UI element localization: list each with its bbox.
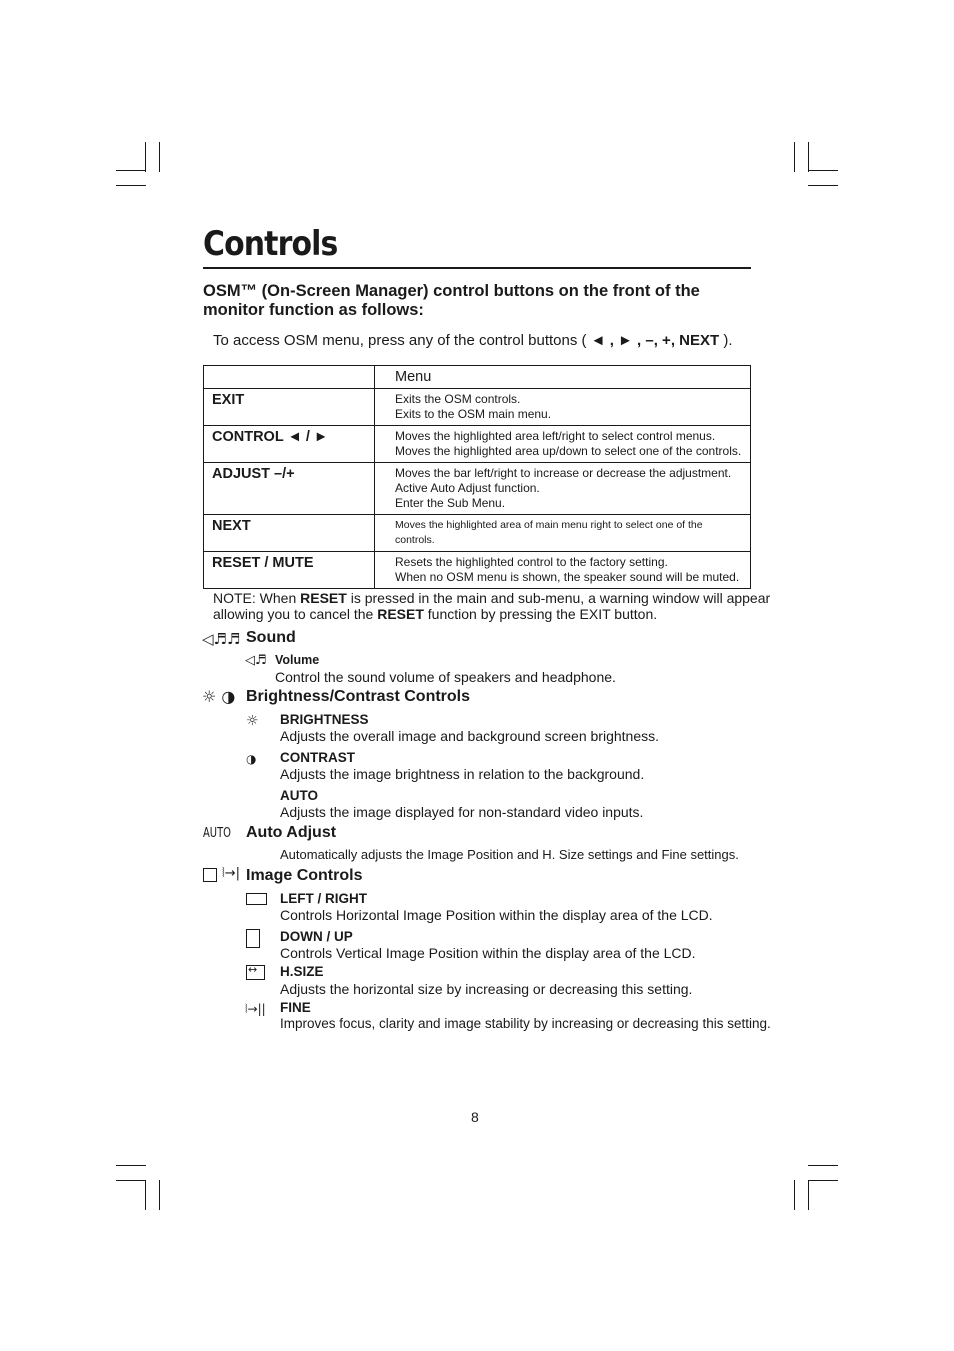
h-size-label: H.SIZE (280, 964, 324, 979)
left-right-icon (246, 893, 267, 905)
section-subheading: OSM™ (On-Screen Manager) control buttons on the front of the monitor function as follows: (203, 282, 700, 319)
desc-line: Exits the OSM controls. (395, 392, 521, 406)
table-row (204, 426, 751, 463)
auto-desc: Adjusts the image displayed for non-standard video inputs. (280, 804, 644, 820)
access-prefix: To access OSM menu, press any of the control buttons ( (213, 332, 587, 349)
contrast-icon: ◑ (246, 752, 257, 766)
table-header-row (204, 366, 751, 389)
desc-line: Moves the highlighted area up/down to select one of the controls. (395, 444, 742, 458)
volume-desc: Control the sound volume of speakers and headphone. (275, 669, 616, 685)
table-row (204, 515, 751, 552)
auto-adjust-icon: AUTO (203, 826, 231, 841)
h-size-desc: Adjusts the horizontal size by increasing or decreasing this setting. (280, 981, 693, 997)
fine-desc: Improves focus, clarity and image stability by increasing or decreasing this setting. (280, 1016, 771, 1031)
desc-line: Resets the highlighted control to the factory setting. (395, 555, 668, 569)
sound-heading: Sound (246, 629, 296, 646)
desc-line: Active Auto Adjust function. (395, 481, 540, 495)
table-row (204, 389, 751, 426)
speaker-music-icon: ◁♬♬ (202, 630, 241, 648)
row-key: RESET / MUTE (204, 552, 375, 589)
osm-controls-table (203, 365, 751, 589)
row-desc (375, 426, 751, 463)
desc-line: Enter the Sub Menu. (395, 496, 506, 510)
reset-note (213, 590, 773, 622)
desc-line: Moves the bar left/right to increase or decrease the adjustment. (395, 466, 732, 480)
volume-label: Volume (275, 653, 320, 667)
down-up-label: DOWN / UP (280, 929, 353, 944)
note-text: function by pressing the EXIT button. (423, 606, 658, 622)
row-desc (375, 515, 751, 552)
note-bold: RESET (300, 590, 347, 606)
desc-line: Exits to the OSM main menu. (395, 407, 552, 421)
volume-icon: ◁♬ (245, 653, 267, 668)
brightness-icon: ☼ (246, 713, 259, 729)
left-right-label: LEFT / RIGHT (280, 891, 367, 906)
desc-line: Moves the highlighted area left/right to select control menus. (395, 429, 716, 443)
contrast-label: CONTRAST (280, 750, 355, 765)
auto-adjust-desc: Automatically adjusts the Image Position and H. Size settings and Fine settings. (280, 847, 739, 862)
note-text: is pressed in the main and sub-menu, a warning window will appear allowing you to cancel the (213, 590, 771, 622)
row-desc (375, 389, 751, 426)
row-key: ADJUST –/+ (204, 463, 375, 515)
page-number: 8 (471, 1109, 479, 1125)
fine-icon: ⦚→|| (245, 1002, 266, 1016)
down-up-icon (246, 929, 260, 948)
title-rule (203, 267, 751, 269)
row-desc (375, 463, 751, 515)
brightness-contrast-icon: ☼ ◑ (202, 687, 236, 706)
desc-line: When no OSM menu is shown, the speaker sound will be muted. (395, 570, 740, 584)
table-row (204, 463, 751, 515)
left-right-desc: Controls Horizontal Image Position within the display area of the LCD. (280, 907, 713, 923)
contrast-desc: Adjusts the image brightness in relation to the background. (280, 766, 645, 782)
image-controls-heading: Image Controls (246, 867, 363, 884)
table-header-menu: Menu (375, 366, 751, 389)
page-title: Controls (203, 224, 338, 264)
table-row (204, 552, 751, 589)
access-next: NEXT (679, 332, 720, 349)
auto-adjust-heading: Auto Adjust (246, 824, 337, 841)
note-bold: RESET (377, 606, 424, 622)
fine-label: FINE (280, 1000, 311, 1015)
note-text: NOTE: When (213, 590, 301, 606)
brightness-contrast-heading: Brightness/Contrast Controls (246, 688, 471, 705)
table-header-blank (204, 366, 375, 389)
access-buttons: ◄ , ► , –, +, (586, 332, 675, 349)
down-up-desc: Controls Vertical Image Position within the display area of the LCD. (280, 945, 696, 961)
access-instructions (213, 332, 733, 349)
row-desc (375, 552, 751, 589)
row-key: NEXT (204, 515, 375, 552)
access-suffix: ). (723, 332, 733, 349)
auto-label: AUTO (280, 788, 319, 803)
desc-line: Moves the highlighted area of main menu right to select one of the controls. (395, 519, 703, 546)
brightness-desc: Adjusts the overall image and background screen brightness. (280, 728, 659, 744)
row-key: EXIT (204, 389, 375, 426)
brightness-label: BRIGHTNESS (280, 712, 369, 727)
row-key: CONTROL ◄ / ► (204, 426, 375, 463)
